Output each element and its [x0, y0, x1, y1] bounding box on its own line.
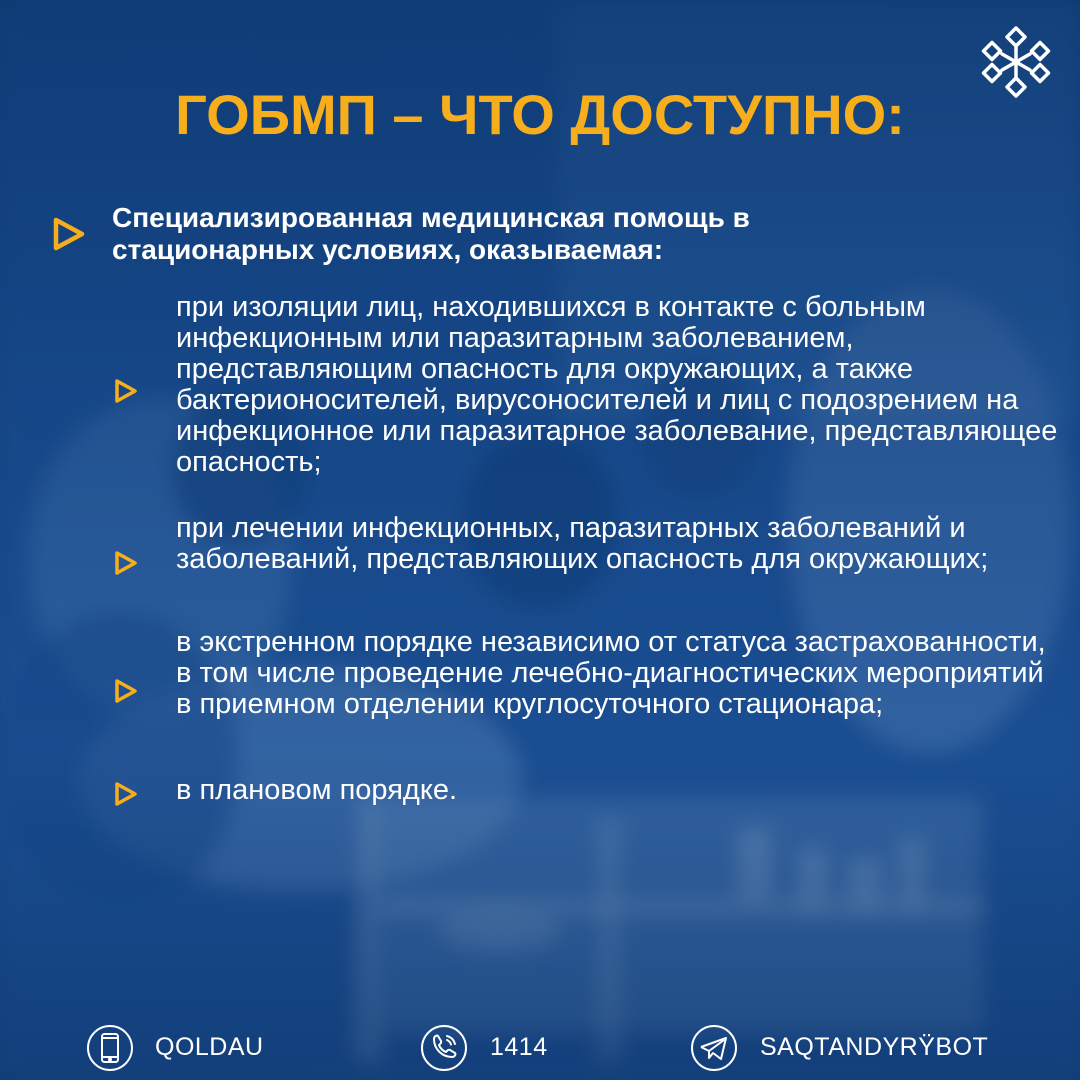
bullet-triangle-icon: [114, 781, 138, 807]
footer-label: 1414: [490, 1033, 548, 1061]
bullet-triangle-icon: [114, 378, 138, 404]
page-title: ГОБМП – ЧТО ДОСТУПНО:: [175, 83, 905, 146]
list-item: в экстренном порядке независимо от статуса застрахованности, в том числе проведение лечебно-диагностических мероприятий в приемном отделении круглосуточного стационара;: [176, 626, 1046, 720]
bullet-triangle-icon: [114, 550, 138, 576]
list-item: при лечении инфекционных, паразитарных заболеваний и заболеваний, представляющих опасность для окружающих;: [176, 512, 989, 575]
bullet-triangle-icon: [114, 678, 138, 704]
list-item: при изоляции лиц, находившихся в контакте с больным инфекционным или паразитарным заболеванием, представляющим опасность для окружающих, а также бактерионосителей, вирусоносителей и лиц с подозрением на инфекционное или паразитарное заболевание, представляющее опасность;: [176, 291, 1058, 478]
lead-text: Специализированная медицинская помощь в стационарных условиях, оказываемая:: [112, 202, 750, 265]
footer-label: QOLDAU: [155, 1033, 264, 1061]
telegram-icon: [690, 1024, 738, 1072]
phone-call-icon: [420, 1024, 468, 1072]
footer-label: SAQTANDYRŸBOT: [760, 1033, 989, 1061]
lead-triangle-icon: [52, 216, 86, 252]
list-item: в плановом порядке.: [176, 774, 458, 806]
mobile-phone-icon: [86, 1024, 134, 1072]
